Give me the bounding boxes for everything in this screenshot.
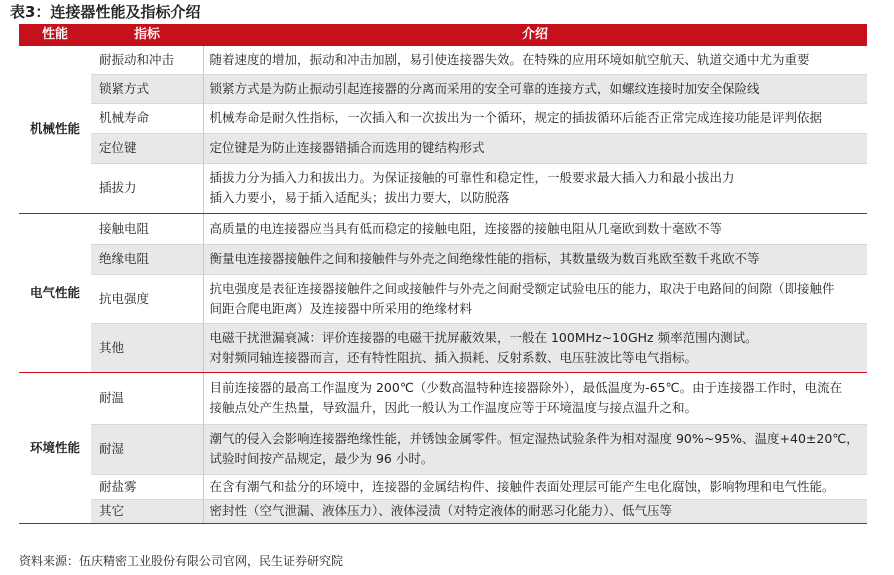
- description-cell: [203, 213, 867, 244]
- description-line: 插入力要小，易于插入适配头；拔出力要大，以防脱落: [209, 190, 510, 205]
- indicator-cell: 耐湿: [91, 424, 203, 474]
- description-line: 试验时间按产品规定，最少为 96 小时。: [209, 451, 434, 466]
- indicator-cell: 插拔力: [91, 163, 203, 213]
- table-body: [19, 46, 867, 523]
- description-line: 目前连接器的最高工作温度为 200℃（少数高温特种连接器除外），最低温度为-65℃。由于连接器工作时，电流在: [209, 380, 843, 395]
- description-cell: [203, 46, 867, 74]
- description-line: 插拔力分为插入力和拔出力。为保证接触的可靠性和稳定性，一般要求最大插入力和最小拔出力: [209, 170, 735, 185]
- description-line: 潮气的侵入会影响连接器绝缘性能，并锈蚀金属零件。恒定湿热试验条件为相对湿度 90%~95%、温度+40±20℃，: [209, 431, 859, 446]
- indicator-cell: 耐振动和冲击: [91, 46, 203, 74]
- indicator-cell: 抗电强度: [91, 274, 203, 323]
- indicator-cell: 耐温: [91, 372, 203, 424]
- table-row: [19, 372, 867, 424]
- description-line: 定位键是为防止连接器错插合而选用的键结构形式: [209, 140, 485, 155]
- description-cell: [203, 274, 867, 323]
- description-line: 抗电强度是表征连接器接触件之间或接触件与外壳之间耐受额定试验电压的能力，取决于电路间的间隙（即接触件: [209, 280, 835, 296]
- description-cell: [203, 244, 867, 274]
- table-row: [19, 163, 867, 213]
- table-row: [19, 103, 867, 133]
- description-line: 锁紧方式是为防止振动引起连接器的分离而采用的安全可靠的连接方式，如螺纹连接时加安全保险线: [209, 80, 760, 96]
- table-row: [19, 474, 867, 499]
- description-line: 间距合爬电距离）及连接器中所采用的绝缘材料: [209, 300, 473, 316]
- description-line: 对射频同轴连接器而言，还有特性阻抗、插入损耗、反射系数、电压驻波比等电气指标。: [209, 349, 698, 365]
- description-line: 接触点处产生热量，导致温升，因此一般认为工作温度应等于环境温度与接点温升之和。: [209, 400, 698, 415]
- description-cell: [203, 424, 867, 474]
- category-cell: 机械性能: [19, 46, 91, 213]
- table-row: [19, 133, 867, 163]
- description-cell: [203, 163, 867, 213]
- description-cell: [203, 74, 867, 103]
- description-cell: [203, 474, 867, 499]
- indicator-cell: 其他: [91, 323, 203, 372]
- description-cell: [203, 103, 867, 133]
- description-line: 衡量电连接器接触件之间和接触件与外壳之间绝缘性能的指标，其数量级为数百兆欧至数千兆欧不等: [209, 251, 760, 266]
- description-line: 高质量的电连接器应当具有低而稳定的接触电阻，连接器的接触电阻从几毫欧到数十毫欧不等: [209, 220, 723, 236]
- table-row: [19, 244, 867, 274]
- indicator-cell: 锁紧方式: [91, 74, 203, 103]
- table-title: 表3：连接器性能及指标介绍: [10, 3, 201, 21]
- indicator-cell: 其它: [91, 499, 203, 523]
- indicator-cell: 机械寿命: [91, 103, 203, 133]
- description-cell: [203, 323, 867, 372]
- indicator-cell: 接触电阻: [91, 213, 203, 244]
- indicator-cell: 定位键: [91, 133, 203, 163]
- source-note: 资料来源：伍庆精密工业股份有限公司官网，民生证券研究院: [19, 554, 344, 568]
- header-category: 性能: [19, 24, 91, 46]
- description-cell: [203, 372, 867, 424]
- description-line: 电磁干扰泄漏衰减：评价连接器的电磁干扰屏蔽效果，一般在 100MHz~10GHz 频率范围内测试。: [209, 329, 758, 345]
- header-row: [19, 24, 867, 46]
- description-line: 在含有潮气和盐分的环境中，连接器的金属结构件、接触件表面处理层可能产生电化腐蚀，影响物理和电气性能。: [209, 478, 835, 494]
- table-row: [19, 213, 867, 244]
- category-cell: 电气性能: [19, 213, 91, 372]
- table-row: [19, 46, 867, 74]
- description-line: 机械寿命是耐久性指标，一次插入和一次拔出为一个循环，规定的插拔循环后能否正常完成连接功能是评判依据: [209, 110, 823, 125]
- header-description: 介绍: [203, 24, 867, 46]
- description-cell: [203, 133, 867, 163]
- header-indicator: 指标: [91, 24, 203, 46]
- description-cell: [203, 499, 867, 523]
- table-row: [19, 499, 867, 523]
- indicator-cell: 耐盐雾: [91, 474, 203, 499]
- description-line: 密封性（空气泄漏、液体压力）、液体浸渍（对特定液体的耐恶习化能力）、低气压等: [209, 503, 673, 518]
- category-cell: 环境性能: [19, 372, 91, 523]
- table-row: [19, 323, 867, 372]
- indicator-cell: 绝缘电阻: [91, 244, 203, 274]
- table-row: [19, 274, 867, 323]
- performance-table: [19, 24, 867, 524]
- table-row: [19, 74, 867, 103]
- description-line: 随着速度的增加，振动和冲击加剧，易引使连接器失效。在特殊的应用环境如航空航天、轨道交通中尤为重要: [209, 51, 810, 67]
- table-row: [19, 424, 867, 474]
